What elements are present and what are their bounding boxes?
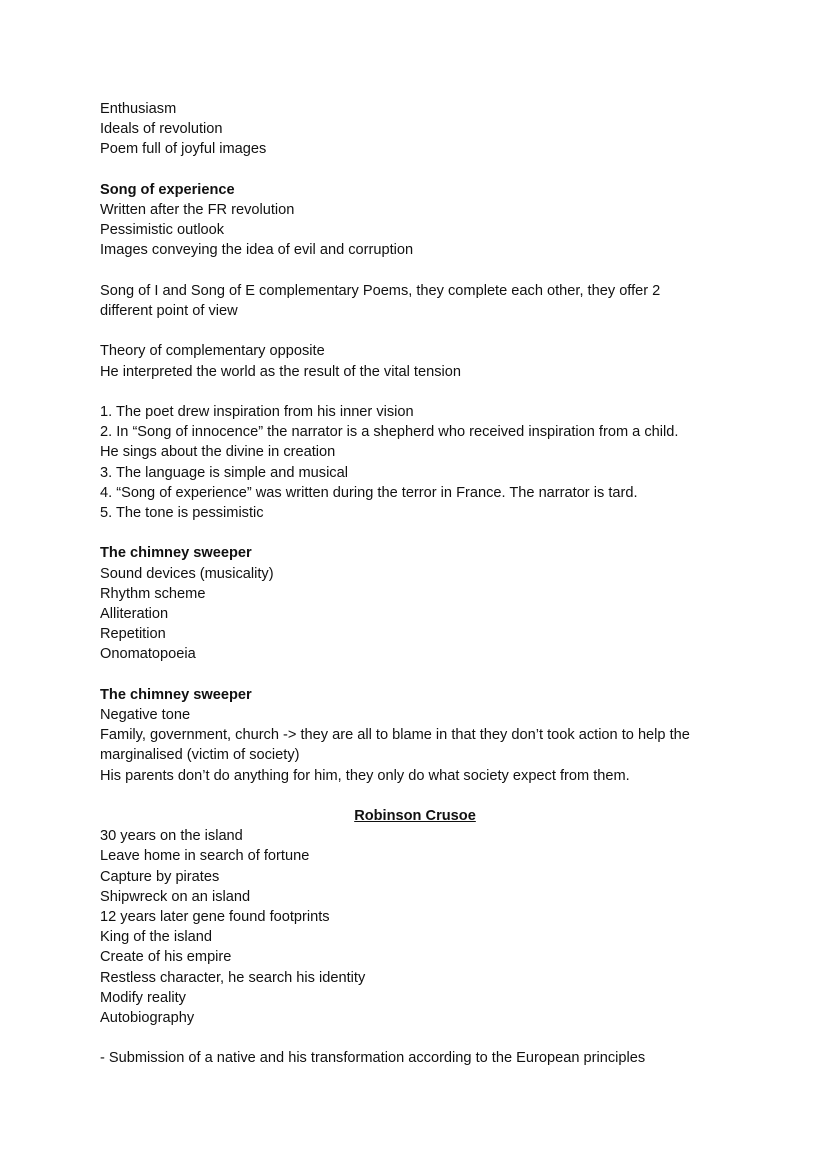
experience-section [100,180,730,261]
chimney-line: Family, government, church -> they are all to blame in that they don’t took action to help the [100,727,690,744]
numbered-list [100,402,730,523]
document-page [100,99,730,1069]
numbered-item: 2. In “Song of innocence” the narrator is a shepherd who received inspiration from a child. [100,424,679,441]
robinson-line: Capture by pirates [100,868,220,885]
spacer [100,382,730,402]
intro-line: Ideals of revolution [100,121,223,138]
complementary-section [100,281,730,321]
spacer [100,160,730,180]
numbered-item: 4. “Song of experience” was written during the terror in France. The narrator is tard. [100,484,638,501]
numbered-item: 1. The poet drew inspiration from his inner vision [100,403,414,420]
chimney-line: Rhythm scheme [100,585,206,602]
numbered-item: 3. The language is simple and musical [100,464,348,481]
robinson-line: Modify reality [100,989,186,1006]
robinson-line: Create of his empire [100,949,232,966]
chimney-line: marginalised (victim of society) [100,747,300,764]
chimney-line: Alliteration [100,606,169,622]
intro-line: Poem full of joyful images [100,141,267,158]
robinson-line: 30 years on the island [100,828,243,845]
chimney-line: Sound devices (musicality) [100,565,274,582]
complementary-line: different point of view [100,303,238,319]
experience-line: Pessimistic outlook [100,222,225,239]
experience-line: Written after the FR revolution [100,202,295,218]
robinson-line: Leave home in search of fortune [100,848,310,865]
section-heading: The chimney sweeper [100,545,252,562]
numbered-item: He sings about the divine in creation [100,444,336,461]
section-heading: The chimney sweeper [100,686,252,703]
chimney-section-2 [100,685,730,786]
robinson-line: Restless character, he search his identity [100,969,366,986]
spacer [100,261,730,281]
theory-line: Theory of complementary opposite [100,343,325,360]
robinson-line: 12 years later gene found footprints [100,909,330,926]
intro-line: Enthusiasm [100,101,177,117]
robinson-title: Robinson Crusoe [354,808,476,824]
robinson-section [100,806,730,1069]
numbered-item: 5. The tone is pessimistic [100,505,264,521]
robinson-line: King of the island [100,929,212,946]
robinson-line: Shipwreck on an island [100,888,251,905]
chimney-line: His parents don’t do anything for him, they only do what society expect from them. [100,767,630,784]
spacer [100,523,730,543]
theory-section [100,341,730,381]
complementary-line: Song of I and Song of E complementary Poems, they complete each other, they offer 2 [100,282,661,299]
chimney-line: Repetition [100,626,166,643]
experience-line: Images conveying the idea of evil and corruption [100,242,414,259]
spacer [100,665,730,685]
chimney-line: Negative tone [100,707,191,723]
spacer [100,786,730,806]
spacer [100,1028,730,1048]
chimney-section-1 [100,543,730,664]
section-heading: Song of experience [100,181,235,198]
chimney-line: Onomatopoeia [100,646,196,663]
spacer [100,321,730,341]
intro-section [100,99,730,160]
theory-line: He interpreted the world as the result of the vital tension [100,363,461,380]
robinson-closing: - Submission of a native and his transformation according to the European principles [100,1050,646,1067]
robinson-line: Autobiography [100,1010,195,1027]
